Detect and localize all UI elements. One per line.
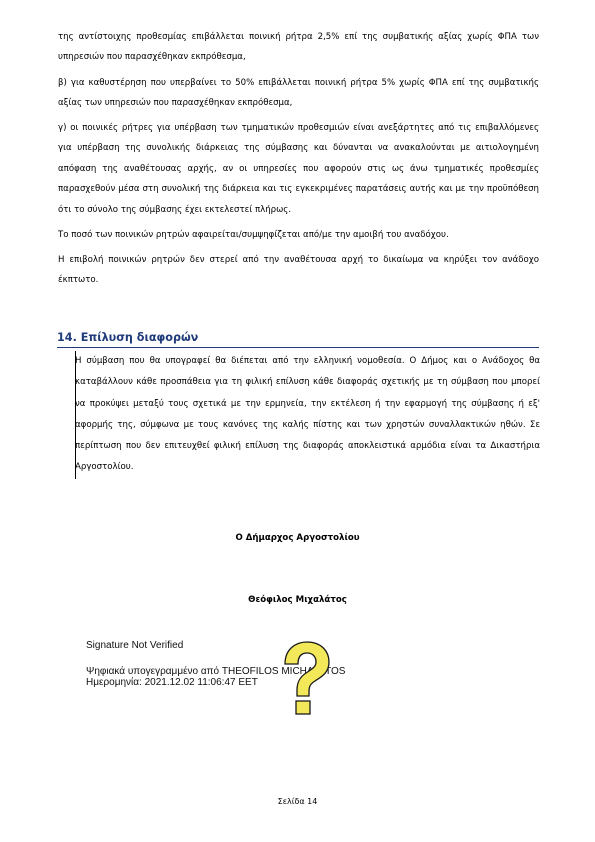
paragraph-penalty-b: β) για καθυστέρηση που υπερβαίνει το 50% επιβάλλεται ποινική ρήτρα 5% χωρίς ΦΠΑ επί της συμβατικής αξίας των υπηρεσιών που παρασχέθηκαν εκπρόθεσμα, <box>58 78 539 109</box>
signature-date: Ημερομηνία: 2021.12.02 11:06:47 EET <box>86 677 258 688</box>
paragraph-penalty-deduction: Το ποσό των ποινικών ρητρών αφαιρείται/συμψηφίζεται από/με την αμοιβή του αναδόχου. <box>58 230 449 240</box>
signatory-role: Ο Δήμαρχος Αργοστολίου <box>235 533 360 543</box>
page-footer: Σελίδα 14 <box>277 797 318 806</box>
section-title: 14. Επίλυση διαφορών <box>57 330 539 348</box>
paragraph-penalty-forfeiture: Η επιβολή ποινικών ρητρών δεν στερεί από την αναθέτουσα αρχή το δικαίωμα να κηρύξει τον ανάδοχο έκπτωτο. <box>58 255 539 286</box>
section-body-text: Η σύμβαση που θα υπογραφεί θα διέπεται από την ελληνική νομοθεσία. Ο Δήμος και ο Ανάδοχος θα καταβάλλουν κάθε προσπάθεια για τη φιλική επίλυση κάθε διαφοράς σχετικής με τη σύμβαση που μπορεί να προκύψει μεταξύ τους σχετικά με την ερμηνεία, την εκτέλεση ή την εφαρμογή της σύμβασης ή εξ' αφορμής της, σύμφωνα με τους κανόνες της καλής πίστης και των χρηστών συναλλακτικών ηθών. Σε περίπτωση που δεν επιτευχθεί φιλική επίλυση της διαφοράς αποκλειστικά αρμόδια είναι τα Δικαστήρια Αργοστολίου. <box>75 356 540 473</box>
signature-signed-by: Ψηφιακά υπογεγραμμένο από THEOFILOS MICHALATOS <box>86 666 346 677</box>
signature-status: Signature Not Verified <box>86 640 184 651</box>
paragraph-penalty-c: γ) οι ποινικές ρήτρες για υπέρβαση των τμηματικών προθεσμιών είναι ανεξάρτητες από τις επιβαλλόμενες για υπέρβαση της συνολικής διάρκειας της σύμβασης και δύνανται να ανακαλούνται με αιτιολογημένη απόφαση της αναθέτουσας αρχής, αν οι υπηρεσίες που αφορούν στις ως άνω τμηματικές προθεσμίες παρασχεθούν μέσα στη συνολική της διάρκεια και τις εγκεκριμένες παρατάσεις αυτής και με την προϋπόθεση ότι το σύνολο της σύμβασης έχει εκτελεστεί πλήρως. <box>58 123 539 215</box>
section-body <box>75 351 540 479</box>
paragraph-penalty-a-cont: της αντίστοιχης προθεσμίας επιβάλλεται ποινική ρήτρα 2,5% επί της συμβατικής αξίας χωρίς ΦΠΑ των υπηρεσιών που παρασχέθηκαν εκπρόθεσμα, <box>58 32 539 63</box>
question-mark-icon <box>275 640 335 720</box>
signatory-name: Θεόφιλος Μιχαλάτος <box>248 595 347 605</box>
